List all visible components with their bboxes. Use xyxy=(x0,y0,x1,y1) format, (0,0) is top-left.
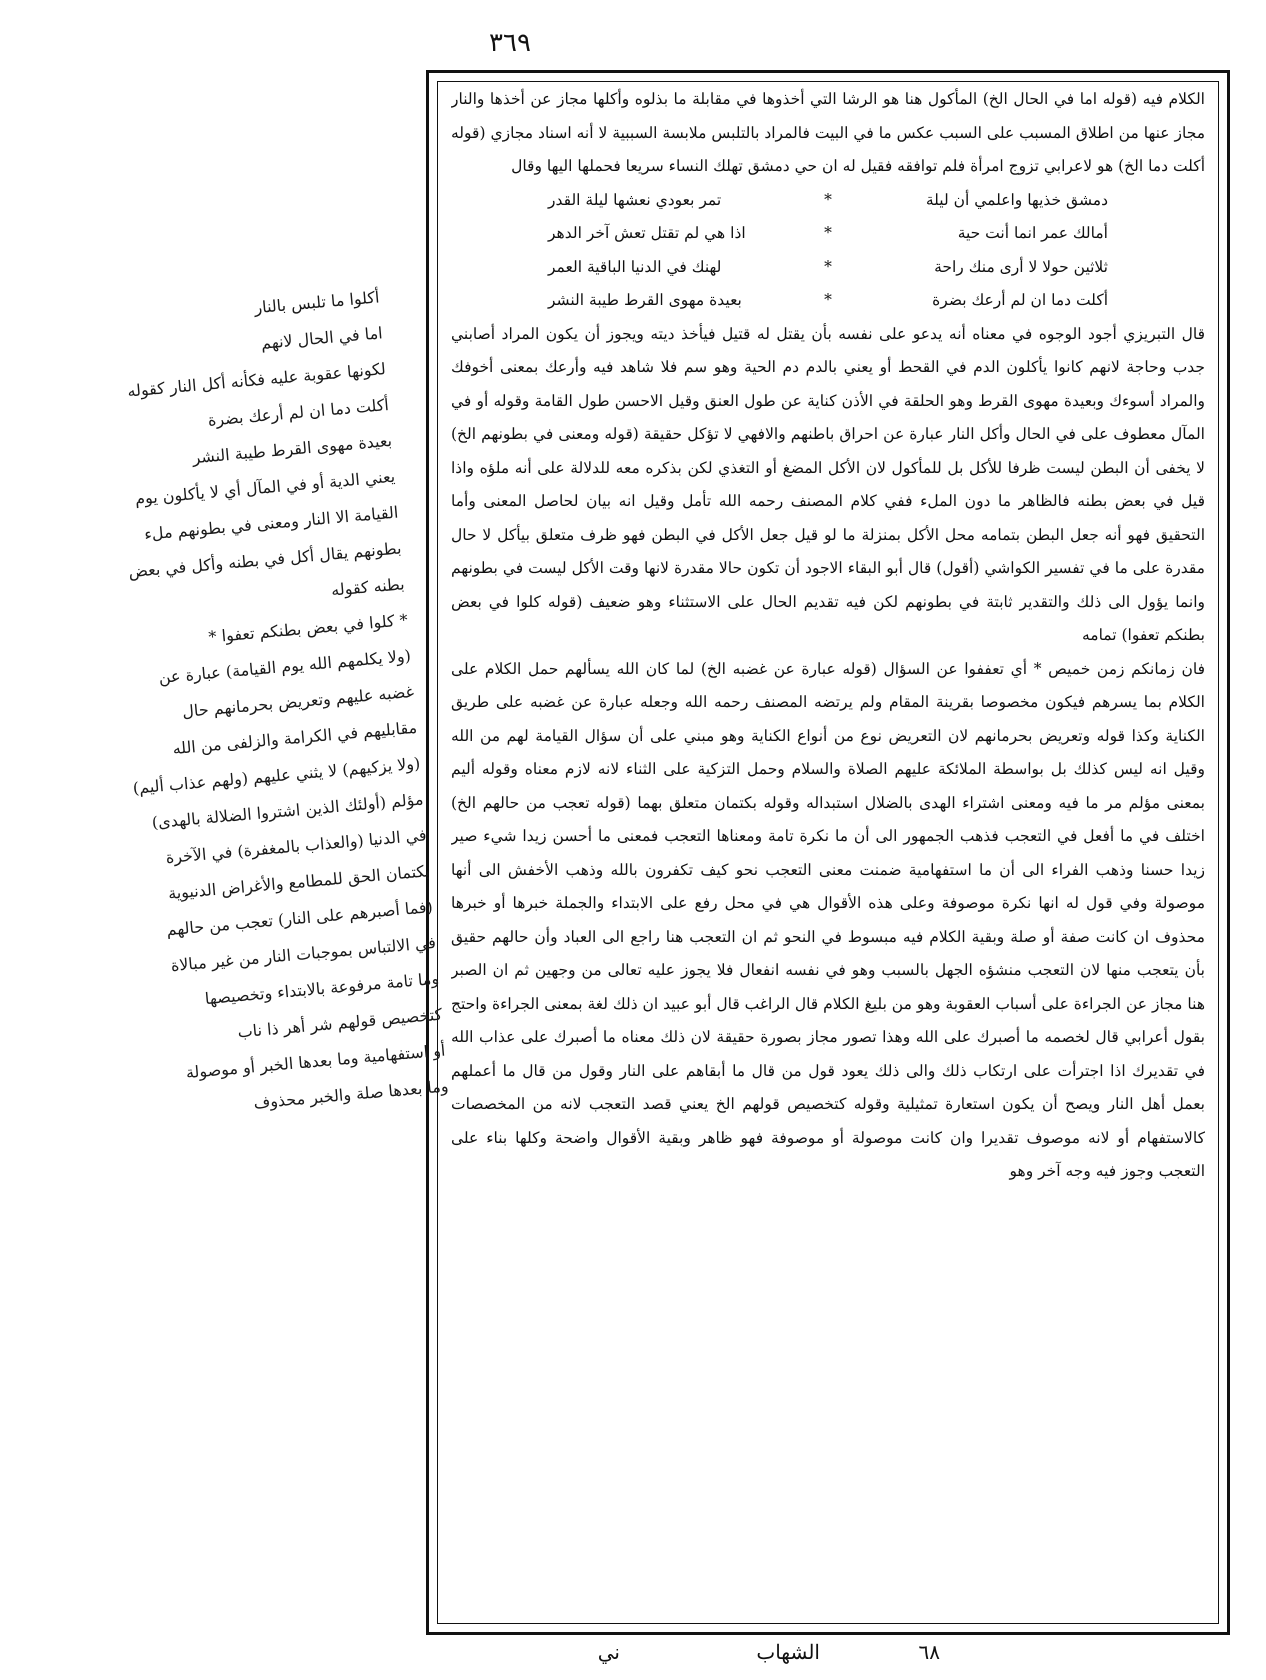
margin-line: (فما أصبرهم على النار) تعجب من حالهم xyxy=(165,897,434,940)
margin-line: مؤلم (أولئك الذين اشتروا الضلالة بالهدى) xyxy=(151,789,425,833)
poem xyxy=(548,184,1108,318)
poem-hemistich: دمشق خذيها واعلمي أن ليلة xyxy=(925,190,1108,209)
margin-line: (ولا يزكيهم) لا يثني عليهم (ولهم عذاب أليم) xyxy=(132,753,421,798)
main-text xyxy=(451,83,1205,1622)
margin-line: في الدنيا (والعذاب بالمغفرة) في الآخرة xyxy=(164,825,428,868)
poem-separator: * xyxy=(824,190,832,209)
margin-line: بعيدة مهوى القرط طيبة النشر xyxy=(191,430,393,468)
poem-hemistich: لهنك في الدنيا الباقية العمر xyxy=(548,257,722,276)
margin-line: بكتمان الحق للمطامع والأغراض الدنيوية xyxy=(167,861,431,904)
margin-line: * كلوا في بعض بطنكم تعفوا * xyxy=(207,610,409,647)
page-footer xyxy=(560,1640,980,1670)
margin-note xyxy=(49,279,450,1135)
poem-hemistich: بعيدة مهوى القرط طيبة النشر xyxy=(548,291,742,309)
margin-line: غضبه عليهم وتعريض بحرمانهم حال xyxy=(181,681,415,722)
margin-line: مقابليهم في الكرامة والزلفى من الله xyxy=(171,717,418,759)
margin-line: يعني الدية أو في المآل أي لا يأكلون يوم xyxy=(134,466,396,509)
margin-line: اما في الحال لانهم xyxy=(260,323,384,353)
paragraph: قال التبريزي أجود الوجوه في معناه أنه يدعو على نفسه بأن يقتل له قتيل فيأخذ ديته ويجوز أن يكون المراد أصابني جدب وحاجة لانهم كانوا يأكلون الدم في القحط أو يعني بالدم دم الحية وهو سم فلا شاهد فيه وأرعك بمعنى أخوفك والمراد أسوءك وبعيدة مهوى القرط وهو الحلقة في الأذن كناية عن طول العنق وقيل الاحسن طول القامة وقوله أو في المآل معطوف على في الحال وأكل النار عبارة عن احراق باطنهم والافهي لا تؤكل حقيقة (قوله ومعنى في بطونهم الخ) لا يخفى أن البطن ليست ظرفا للأكل بل للمأكول لان الأكل المضغ أو التغذي لكن بذكره معه للدلالة على أنه ملؤه واذا قيل في بعض بطنه فالظاهر ما دون الملء ففي كلام المصنف رحمه الله تأمل وقيل انه بيان لحاصل المعنى وأما التحقيق فهو أنه جعل البطن بتمامه محل الأكل بمنزلة ما لو قيل جعل الأكل في البطن فهو ظرف متعلق بيأكل لا حال مقدرة على ما في تفسير الكواشي (أقول) قال أبو البقاء الاجود أن تكون حالا مقدرة لانها وقت الأكل ليست في بطونهم وانما يؤول الى ذلك والتقدير ثابتة في بطونهم لكن فيه تقديم الحال على الاستثناء وهو ضعيف (قوله كلوا في بعض بطنكم تعفوا) تمامه xyxy=(451,324,1205,644)
margin-line: أكلت دما ان لم أرعك بضرة xyxy=(207,395,390,430)
margin-line: القيامة الا النار ومعنى في بطونهم ملء xyxy=(143,502,399,544)
margin-line: كتخصيص قولهم شر أهر ذا ناب xyxy=(236,1004,443,1042)
margin-line: بطنه كقوله xyxy=(330,574,406,600)
poem-hemistich: أكلت دما ان لم أرعك بضرة xyxy=(932,291,1108,309)
paragraph: الكلام فيه (قوله اما في الحال الخ) المأكول هنا هو الرشا التي أخذوها في مقابلة ما بذلوه وأكلها مجاز عن أخذها والنار مجاز عنها من اطلاق المسبب على السبب عكس ما في البيت فالمراد بالتلبس ملابسة السببية لا أنه اسناد مجازي (قوله أكلت دما الخ) هو لاعرابي تزوج امرأة فلم توافقه فقيل له ان حي دمشق تهلك النساء سريعا فحملها اليها وقال xyxy=(451,90,1205,175)
margin-line: أكلوا ما تلبس بالنار xyxy=(253,287,381,318)
page-number: ٣٦٩ xyxy=(489,28,531,58)
catchword: ني xyxy=(597,1640,620,1664)
margin-line: (ولا يكلمهم الله يوم القيامة) عبارة عن xyxy=(157,646,412,688)
margin-line: وما بعدها صلة والخبر محذوف xyxy=(252,1076,450,1113)
signature-mark: ٦٨ xyxy=(918,1640,940,1664)
margin-line: أو استفهامية وما بعدها الخبر أو موصولة xyxy=(185,1040,447,1083)
poem-hemistich: تمر بعودي نعشها ليلة القدر xyxy=(548,190,722,209)
main-text-frame xyxy=(426,70,1230,1635)
poem-separator: * xyxy=(824,291,832,309)
margin-line: في الالتباس بموجبات النار من غير مبالاة xyxy=(170,932,437,976)
poem-separator: * xyxy=(824,257,832,276)
margin-line: وما تامة مرفوعة بالابتداء وتخصيصها xyxy=(204,968,440,1009)
poem-hemistich: أمالك عمر انما أنت حية xyxy=(957,224,1108,242)
paragraph: فان زمانكم زمن خميص * أي تعففوا عن السؤال (قوله عبارة عن غضبه الخ) لما كان الله يسألهم حمل الكلام على الكلام بما يسرهم فيكون مخصوصا بقرينة المقام ولم يرتضه المصنف رحمه الله وجعله عبارة عن غضبه على طريق الكناية وكذا قوله وتعريض بحرمانهم لان التعريض نوع من أنواع الكناية وهو مبني على أن سؤال القيامة لهم من الله وقيل انه ليس كذلك بل بواسطة الملائكة عليهم الصلاة والسلام وحمل التزكية على الثناء لانه لازم معناه وقوله أليم بمعنى مؤلم مر ما فيه ومعنى اشتراء الهدى بالضلال استبداله وقوله بكتمان متعلق بهما (قوله تعجب من حالهم الخ) اختلف في ما أفعل في التعجب فذهب الجمهور الى أن ما نكرة تامة ومعناها التعجب فمعنى ما أحسن زيدا شيء صير زيدا حسنا وذهب الفراء الى أن ما استفهامية ضمنت معنى التعجب نحو كيف تكفرون بالله وذهب الأخفش الى أنها موصولة وفي قول له انها نكرة موصوفة وعلى هذه الأقوال هي في محل رفع على الابتداء والجملة خبرها أو خبرها محذوف ان كانت صفة أو صلة وبقية الكلام فيه مبسوط في النحو ثم ان التعجب هنا راجع الى العباد وأن حالهم حقيق بأن يتعجب منها لان التعجب منشؤه الجهل بالسبب وهو في نفسه انفعال فلا يجوز عليه تعالى من وجهين ثم ان الصبر هنا مجاز عن الجراءة على أسباب العقوبة وهو من بليغ الكلام قال الراغب قال أبو عبيد ان ذلك لغة بمعنى الجراءة واحتج بقول أعرابي قال لخصمه ما أصبرك على الله وهذا تصور مجاز بصورة حقيقة لان ذلك معناه ما أصبرك على عذاب الله في تقديرك اذا اجترأت على ارتكاب ذلك والى ذلك يعود قول من قال ما أبقاهم على النار وقول من قال ما أعملهم بعمل أهل النار ويصح أن يكون استعارة تمثيلية وقوله كتخصيص قولهم الخ يعني قصد التعجب لانه من المخصصات كالاستفهام أو لانه موصوف تقديرا وان كانت موصولة أو موصوفة فهو ظاهر وبقية الأقوال واضحة وكلها بناء على التعجب وجوز فيه وجه آخر وهو xyxy=(451,659,1205,1180)
poem-hemistich: ثلاثين حولا لا أرى منك راحة xyxy=(934,257,1108,276)
running-title: الشهاب xyxy=(756,1640,820,1664)
poem-hemistich: اذا هي لم تقتل تعش آخر الدهر xyxy=(548,224,746,242)
margin-line: بطونهم يقال أكل في بطنه وأكل في بعض xyxy=(127,538,403,582)
margin-line: لكونها عقوبة عليه فكأنه أكل النار كقوله xyxy=(126,359,387,401)
poem-separator: * xyxy=(824,224,832,242)
